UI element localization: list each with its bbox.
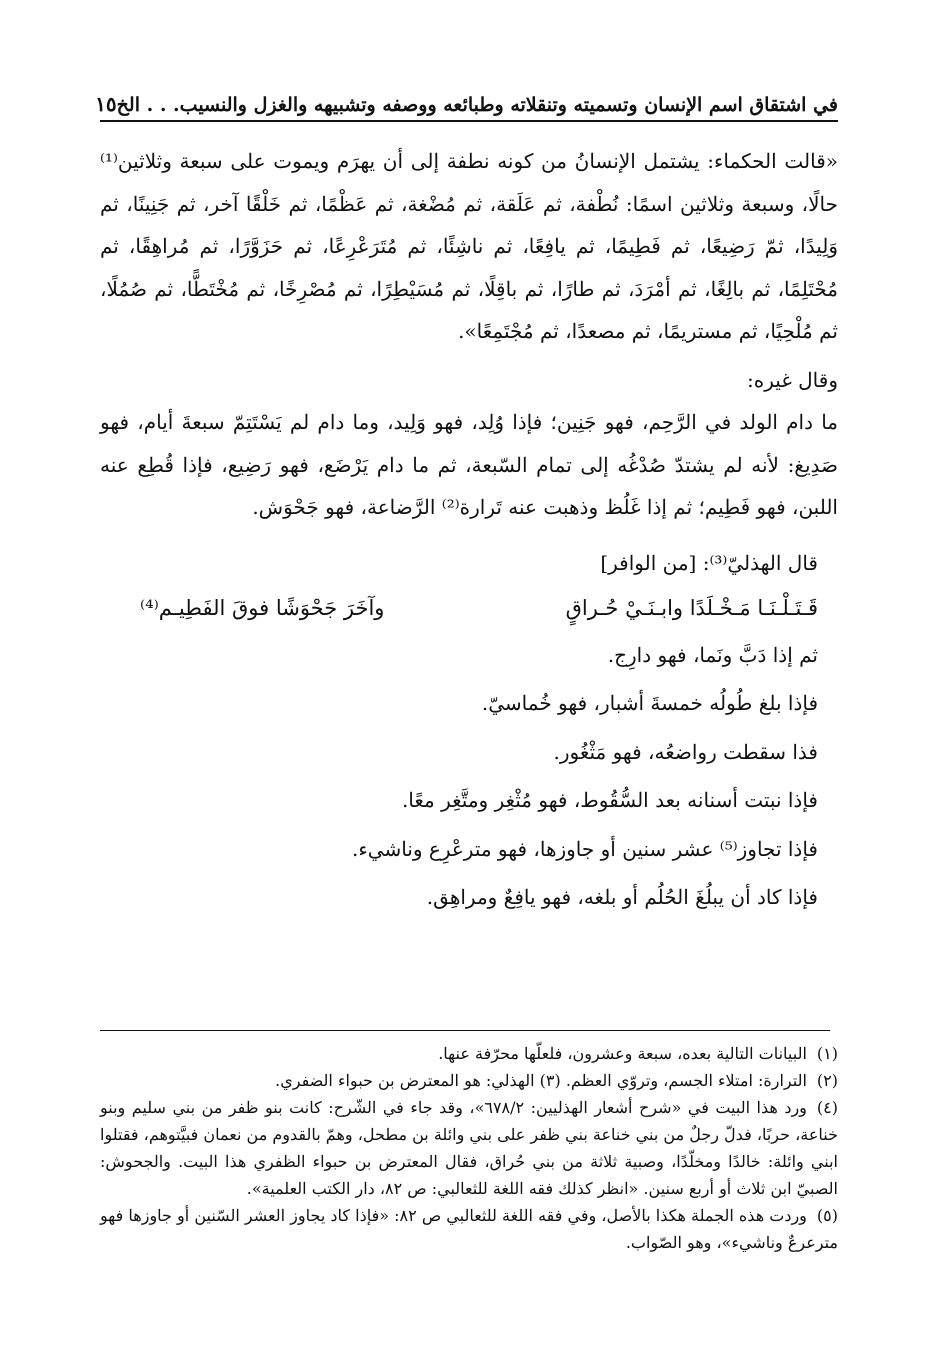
text-line: فإذا نبتت أسنانه بعد السُّقُوط، فهو مُثْغِر ومتَّغِر معًا. (401, 788, 818, 812)
footnote (100, 1040, 838, 1067)
footnote-text: ورد هذا البيت في «شرح أشعار الهذليين: ٦٧٨/٢»، وقد جاء في الشّرح: كانت بنو ظفر من بني سليم وبنو خناعة، حربًا، فدلّ رجلٌ من بني خناعة بني ظفر على بني وائلة بن مطحل، وهمّ بالقدوم من نعمان فبيَّتوهم، فقتلوا ابني وائلة: خالدًا ومخلّدًا، وصبية ثلاثة من بني حُراق، فقال المعترض بن حبواء الظفري هذا البيت. والجحوش: الصبيّ ابن ثلاث أو أربع سنين. «انظر كذلك فقه اللغة للثعالبي: ص ٨٢، دار الكتب العلمية». (100, 1098, 838, 1198)
footnote-number: (٤) (816, 1098, 838, 1117)
footnote-separator (100, 1030, 830, 1031)
text-line: فذا سقطت رواضعُه، فهو مَثْغُور. (553, 739, 818, 764)
paragraph-hukama: «قالت الحكماء: يشتمل الإنسانُ من كونه نطفة إلى أن يهرَم ويموت على سبعة وثلاثين⁽¹⁾ حالًا، وسبعة وثلاثين اسمًا: نُطْفة، ثم عَلَقة، ثم مُضْغة، ثم عَظْمًا، ثم خَلْقًا آخر، ثم جَنِينًا، ثم وَلِيدًا، ثمّ رَضِيعًا، ثم فَطِيمًا، ثم يافِعًا، ثم ناشِئًا، ثم مُتَرَعْرِعًا، ثم حَزَوَّرًا، ثم مُراهِقًا، ثم مُحْتَلِمًا، ثم بالِغًا، ثم أمْرَدَ، ثم طارًا، ثم باقِلًا، ثم مُسَيْطِرًا، ثم مُصْرِخًا، ثم مُخْتَطًّا، ثم صُمُلًا، ثم مُلْحِيًا، ثم مستريمًا، ثم مصعدًا، ثم مُجْتَمِعًا». (100, 149, 838, 343)
header-title: في اشتقاق اسم الإنسان وتسميته وتنقلاته وطبائعه ووصفه وتشبيهه والغزل والنسيب. . . الخ (116, 94, 838, 116)
poetry-verse (100, 585, 838, 631)
footnote (100, 1094, 838, 1202)
footnote-number: (٥) (816, 1206, 839, 1225)
page-number: ١٥ (95, 92, 117, 116)
running-header (95, 82, 838, 122)
main-text (100, 140, 838, 922)
verse-first-hemistich: قَـتَـلْـنَـا مَـخْـلَدًا وابـنَـيْ حُـراقٍ (565, 595, 818, 620)
footnote-text: الترارة: امتلاء الجسم، وتروّي العظم. (٣) الهذلي: هو المعترض بن حبواء الضفري. (275, 1071, 807, 1090)
text-line: فإذا كاد أن يبلُغَ الحُلُم أو بلغه، فهو يافِعٌ ومراهِق. (426, 885, 818, 909)
footnote (100, 1202, 838, 1256)
footnotes (100, 1040, 838, 1256)
text-line: فإذا بلغ طُولُه خمسةَ أشبار، فهو خُماسيّ. (481, 691, 818, 715)
footnote-number: (٢) (816, 1071, 838, 1090)
verse-second-hemistich: وآخَرَ جَحْوَشًا فوقَ الفَطِيـم⁽⁴⁾ (140, 595, 385, 620)
paragraph-intro-other: وقال غيره: (747, 367, 838, 392)
text-line: ثم إذا دَبَّ ونَما، فهو دارِج. (607, 642, 818, 667)
footnote-number: (١) (816, 1044, 838, 1063)
paragraph-stages: ما دام الولد في الرَّحِم، فهو جَنِين؛ فإذا وُلِد، فهو وَلِيد، وما دام لم يَسْتَتِمّ سبعةَ أيام، فهو صَدِيغ: لأنه لم يشتدّ صُدْغُه إلى تمام السّبعة، ثم ما دام يَرْضَع، فهو رَضِيع، فإذا قُطِع عنه اللبن، فهو فَطِيم؛ ثم إذا غَلُظ وذهبت عنه تَرارة⁽²⁾ الرَّضاعة، فهو جَحْوَش. (100, 410, 838, 519)
text-line: فإذا تجاوز⁽⁵⁾ عشر سنين أو جاوزها، فهو مترعْرِع وناشيء. (352, 836, 818, 861)
footnote-text: وردت هذه الجملة هكذا بالأصل، وفي فقه اللغة للثعالبي ص ٨٢: «فإذا كاد يجاوز العشر السّنين أو جاوزها فهو مترعرعٌ وناشيء»، وهو الصّواب. (100, 1206, 838, 1252)
verse-intro: قال الهذليّ⁽³⁾: [من الوافر] (600, 550, 818, 575)
footnote (100, 1067, 838, 1094)
footnote-text: البيانات التالية بعده، سبعة وعشرون، فلعلّها محرّفة عنها. (438, 1044, 807, 1063)
